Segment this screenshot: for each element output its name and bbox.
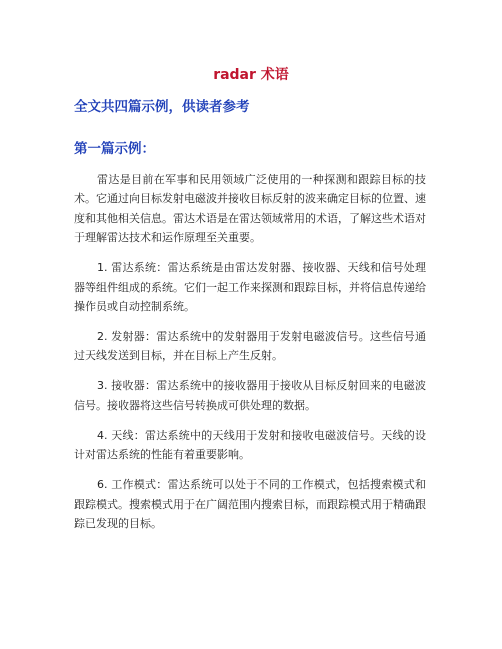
section-heading: 第一篇示例： [74,141,155,157]
document-title: radar 术语 [213,67,289,83]
paragraph-intro: 雷达是目前在军事和民用领域广泛使用的一种探测和跟踪目标的技术。它通过向目标发射电磁波并接收目标反射的波来确定目标的位置、速度和其他相关信息。雷达术语是在雷达领域常用的术语，了解这些术语对于理解雷达技术和运作原理至关重要。 [74,173,426,245]
paragraph-work-mode: 6. 工作模式：雷达系统可以处于不同的工作模式，包括搜索模式和跟踪模式。搜索模式用于在广阔范围内搜索目标，而跟踪模式用于精确跟踪已发现的目标。 [74,478,426,531]
document-body [74,170,426,544]
paragraph-antenna: 4. 天线：雷达系统中的天线用于发射和接收电磁波信号。天线的设计对雷达系统的性能有着重要影响。 [74,428,426,462]
paragraph-radar-system: 1. 雷达系统：雷达系统是由雷达发射器、接收器、天线和信号处理器等组件组成的系统。它们一起工作来探测和跟踪目标，并将信息传递给操作员或自动控制系统。 [74,261,426,314]
paragraph-transmitter: 2. 发射器：雷达系统中的发射器用于发射电磁波信号。这些信号通过天线发送到目标，并在目标上产生反射。 [74,330,426,363]
document-subtitle: 全文共四篇示例，供读者参考 [74,99,250,115]
paragraph-receiver: 3. 接收器：雷达系统中的接收器用于接收从目标反射回来的电磁波信号。接收器将这些信号转换成可供处理的数据。 [74,379,426,412]
